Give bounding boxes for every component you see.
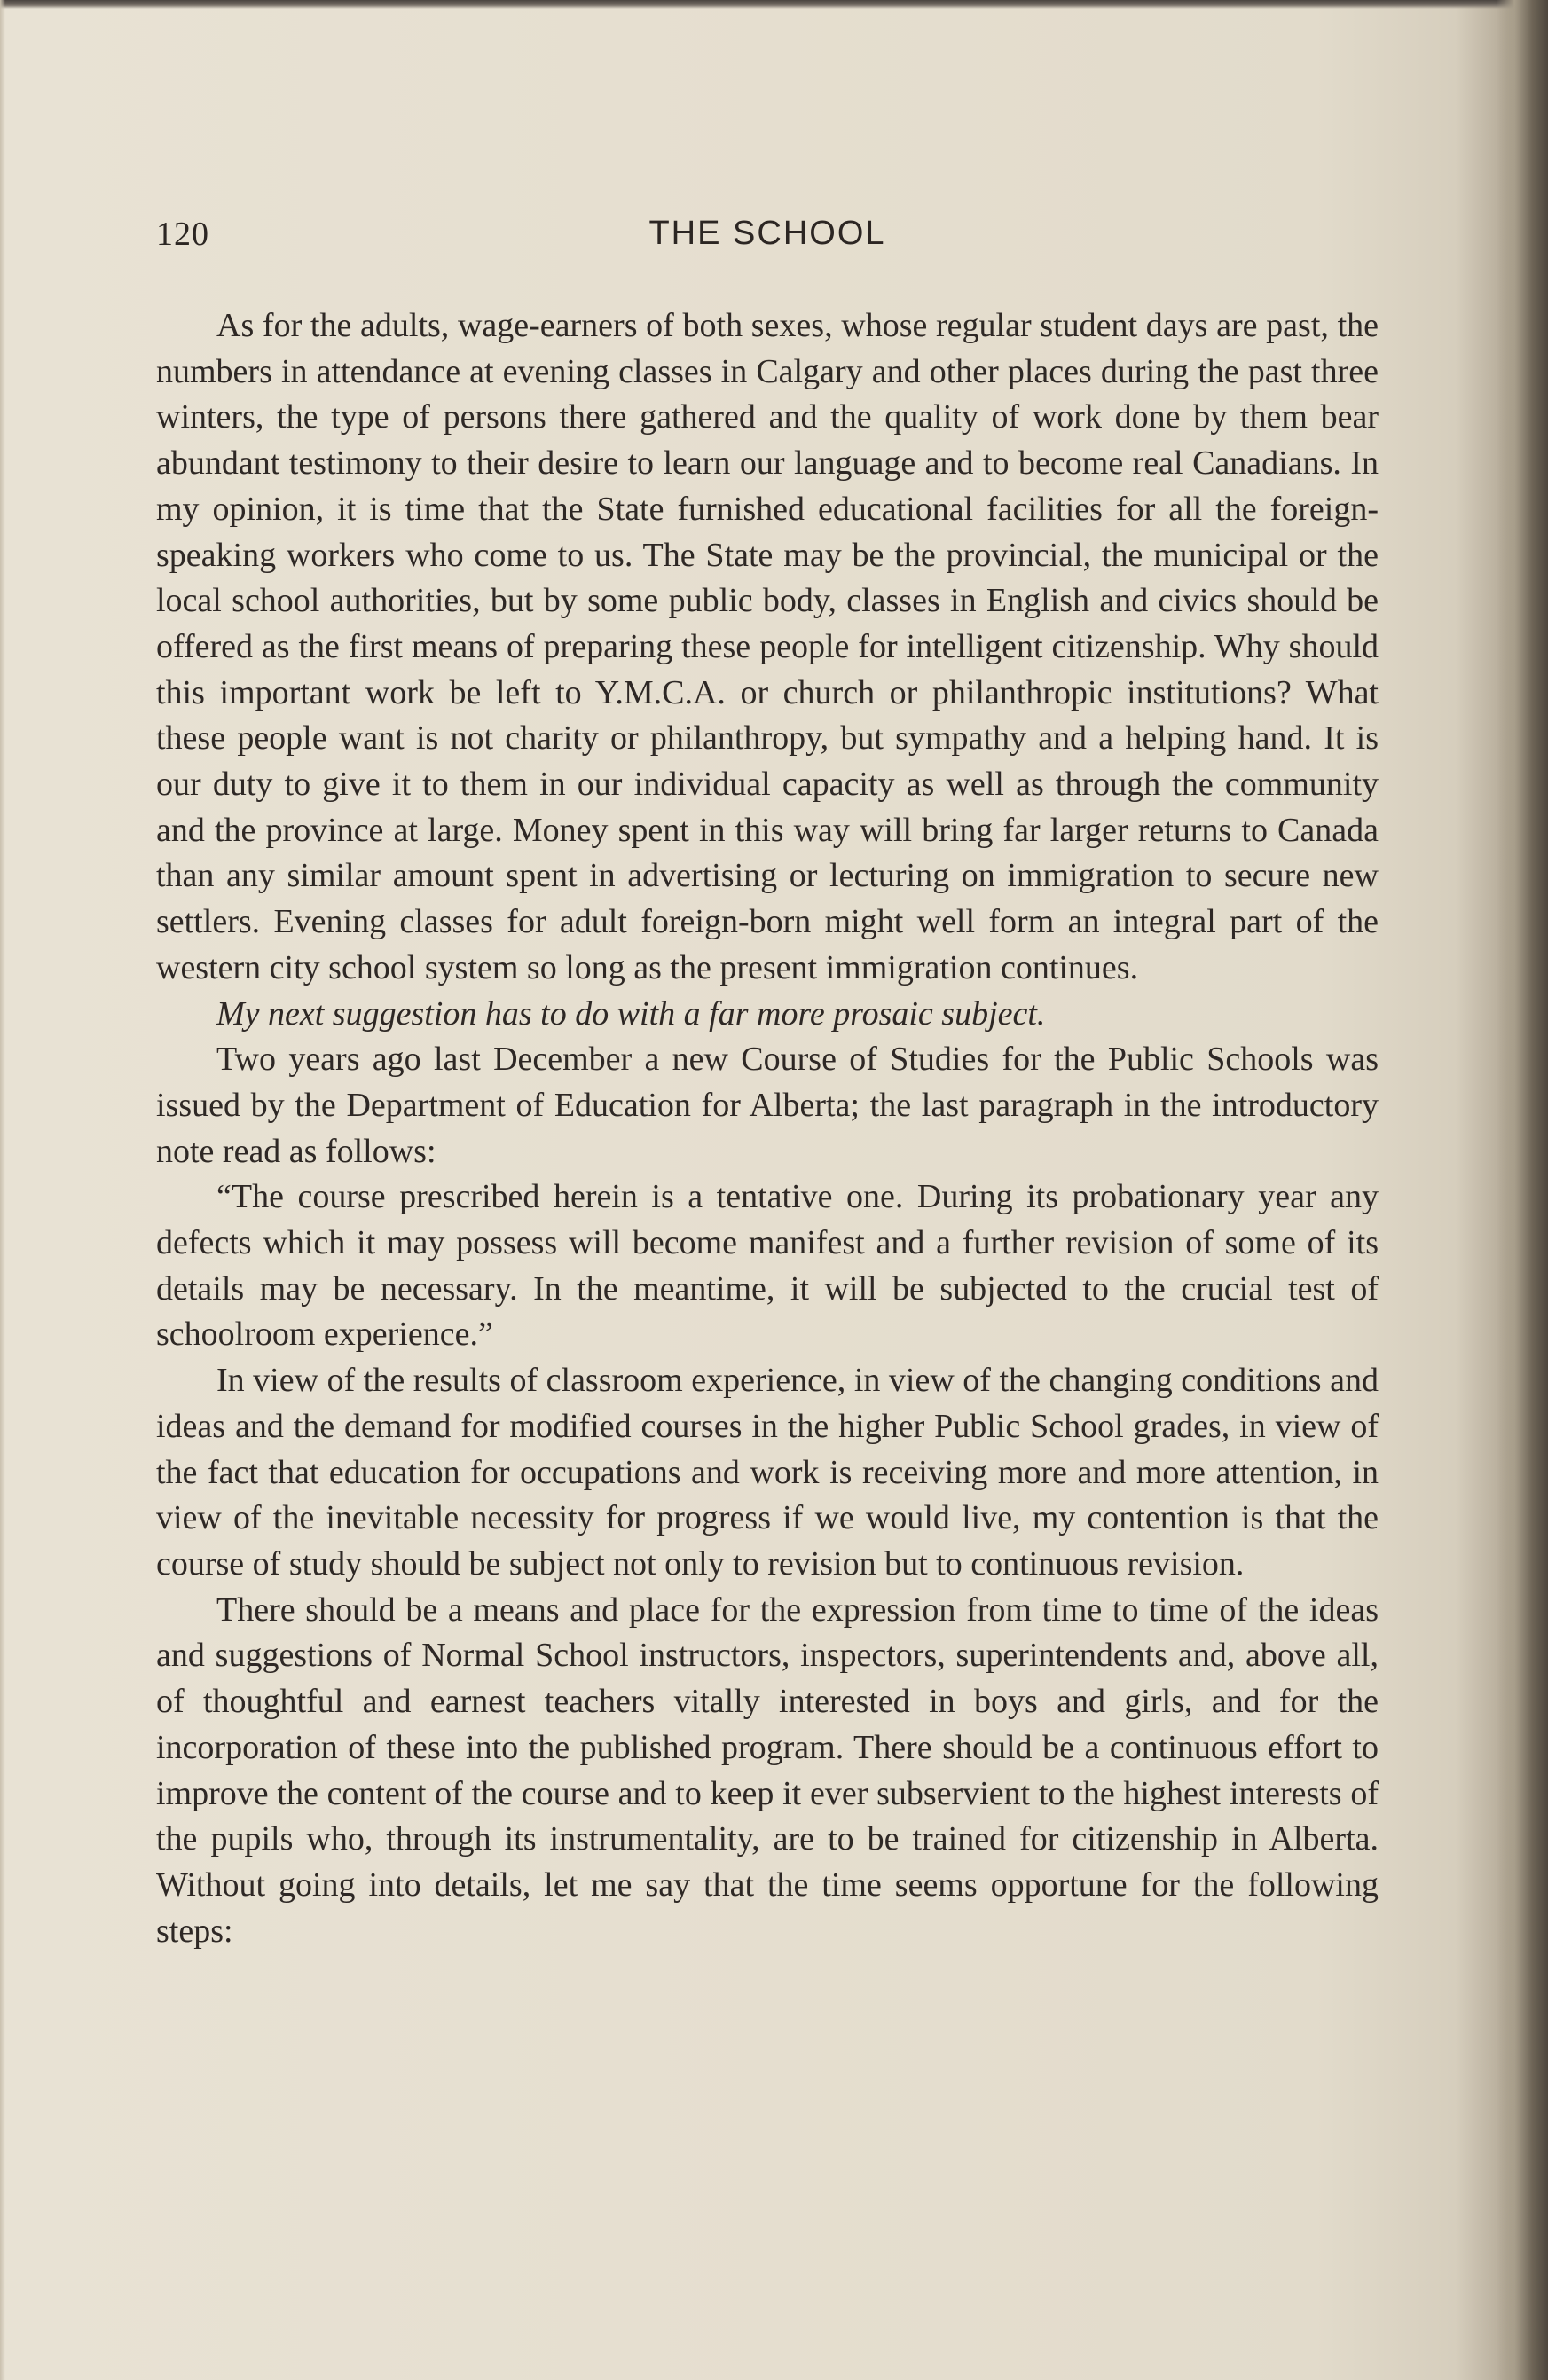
book-spine-edge <box>1497 0 1548 2380</box>
paragraph-means-and-place: There should be a means and place for the expression from time to time of the ideas and suggestions of Normal School instructors, inspectors, superintendents and, above all, of thoughtful and earnest teachers vitally interested in boys and girls, and for the incorporation of these into the published program. There should be a continuous effort to improve the content of the course and to keep it ever subservient to the highest interests of the pupils who, through its instrumentality, are to be trained for citizenship in Alberta. Without going into details, let me say that the time seems opportune for the following steps: <box>156 1591 1379 1950</box>
paragraph-course-of-studies: Two years ago last December a new Course of Studies for the Public Schools was issued by the Department of Education for Alberta; the last paragraph in the introductory note read as follows: <box>156 1041 1379 1170</box>
body-text <box>156 303 1379 1954</box>
paragraph-next-suggestion: My next suggestion has to do with a far more prosaic subject. <box>216 994 1046 1033</box>
running-title: THE SCHOOL <box>648 215 886 252</box>
page-top-edge <box>0 0 1548 9</box>
page-left-shadow <box>0 0 5 2380</box>
page-number: 120 <box>156 216 209 253</box>
page-header <box>156 215 1379 259</box>
paragraph-continuous-revision: In view of the results of classroom experience, in view of the changing conditions and ideas and the demand for modified courses in the higher Public School grades, in view of the fact that education for occupations and work is receiving more and more attention, in view of the inevitable necessity for progress if we would live, my contention is that the course of study should be subject not only to revision but to continuous revision. <box>156 1362 1379 1583</box>
paragraph-quotation: “The course prescribed herein is a tentative one. During its probationary year any defects which it may possess will become manifest and a further revision of some of its details may be necessary. In the meantime, it will be subjected to the crucial test of schoolroom experience.” <box>156 1178 1379 1354</box>
paragraph-adult-education: As for the adults, wage-earners of both sexes, whose regular student days are past, the numbers in attendance at evening classes in Calgary and other places during the past three winters, the type of persons there gathered and the quality of work done by them bear abundant testimony to their desire to learn our language and to become real Canadians. In my opinion, it is time that the State furnished educational facilities for all the foreign-speaking workers who come to us. The State may be the provincial, the municipal or the local school authorities, but by some public body, classes in English and civics should be offered as the first means of preparing these people for intelligent citizenship. Why should this important work be left to Y.M.C.A. or church or philanthropic institutions? What these people want is not charity or philanthropy, but sympathy and a helping hand. It is our duty to give it to them in our individual capacity as well as through the community and the province at large. Money spent in this way will bring far larger returns to Canada than any similar amount spent in advertising or lecturing on immigration to secure new settlers. Evening classes for adult foreign-born might well form an integral part of the western city school system so long as the present immigration continues. <box>156 307 1379 986</box>
